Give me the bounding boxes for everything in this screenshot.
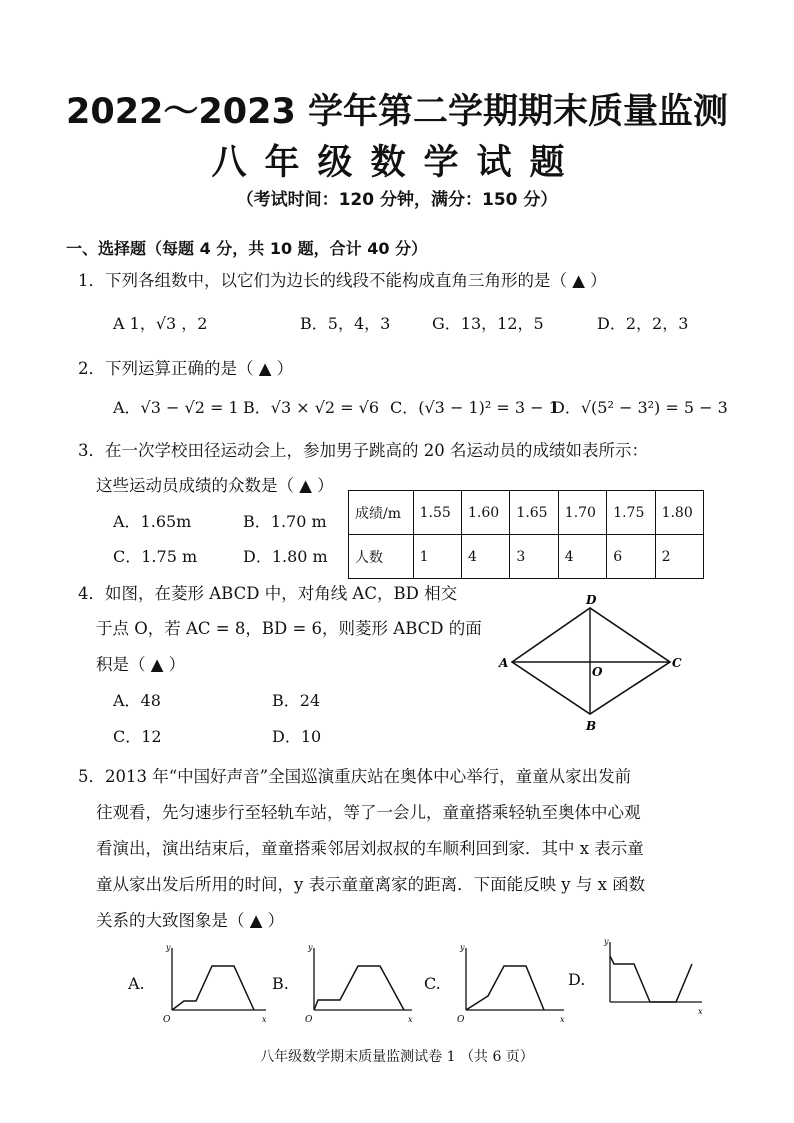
q3-stem-line2: 这些运动员成绩的众数是（ ▲ ）	[96, 476, 334, 495]
q5-graph-c	[452, 938, 570, 1026]
q4-stem-line3: 积是（ ▲ ）	[96, 655, 186, 674]
svg-text:x: x	[262, 1015, 267, 1024]
svg-text:y: y	[604, 937, 609, 946]
q5-graph-label-d: D.	[568, 970, 586, 989]
table-cell: 1.60	[462, 491, 510, 535]
table-row	[349, 491, 704, 535]
vertex-label-b: B	[586, 719, 597, 733]
q5-stem-line2: 往观看，先匀速步行至轻轨车站，等了一会儿，童童搭乘轻轨至奥体中心观	[96, 803, 641, 822]
q3-stem-line1: 3．在一次学校田径运动会上，参加男子跳高的 20 名运动员的成绩如表所示：	[78, 441, 648, 460]
rhombus-figure	[490, 590, 690, 740]
svg-text:y: y	[460, 943, 465, 952]
svg-text:y: y	[166, 943, 171, 952]
svg-text:y: y	[308, 943, 313, 952]
q2-stem: 2．下列运算正确的是（ ▲ ）	[78, 359, 294, 378]
table-row	[349, 535, 704, 579]
q1-stem: 1．下列各组数中，以它们为边长的线段不能构成直角三角形的是（ ▲ ）	[78, 271, 607, 290]
q4-option-d: D．10	[272, 727, 322, 746]
vertex-label-a: A	[499, 656, 509, 670]
svg-text:O: O	[457, 1015, 465, 1025]
vertex-label-d: D	[586, 593, 597, 607]
q1-option-d: D．2，2，3	[597, 314, 689, 333]
q4-stem-line1: 4．如图，在菱形 ABCD 中，对角线 AC，BD 相交	[78, 584, 458, 603]
q5-stem-line5: 关系的大致图象是（ ▲ ）	[96, 911, 285, 930]
graph-a-curve	[172, 966, 254, 1010]
table-cell: 1.65	[510, 491, 558, 535]
q5-stem-line3: 看演出，演出结束后，童童搭乘邻居刘叔叔的车顺利回到家．其中 x 表示童	[96, 839, 644, 858]
table-cell: 2	[655, 535, 703, 579]
q4-option-a: A．48	[113, 691, 161, 710]
exam-subtitle: （考试时间：120 分钟，满分：150 分）	[236, 190, 558, 210]
vertex-label-c: C	[672, 656, 682, 670]
exam-title-line2: 八年级数学试题	[211, 143, 583, 183]
q3-score-table	[348, 490, 704, 579]
q5-graph-label-b: B.	[272, 974, 289, 993]
center-label-o: O	[592, 665, 603, 679]
table-cell: 4	[558, 535, 606, 579]
table-cell: 成绩/m	[349, 491, 414, 535]
svg-text:x: x	[408, 1015, 413, 1024]
q2-option-b: B．√3 × √2 = √6	[243, 398, 380, 417]
q3-option-c: C．1.75 m	[113, 547, 198, 566]
q3-option-d: D．1.80 m	[243, 547, 328, 566]
q3-option-a: A．1.65m	[113, 512, 192, 531]
table-cell: 6	[607, 535, 655, 579]
q5-stem-line1: 5．2013 年“中国好声音”全国巡演重庆站在奥体中心举行，童童从家出发前	[78, 767, 632, 786]
section-heading: 一、选择题（每题 4 分，共 10 题，合计 40 分）	[66, 239, 428, 258]
q4-stem-line2: 于点 O，若 AC = 8，BD = 6，则菱形 ABCD 的面	[96, 619, 482, 638]
q1-option-b: B．5，4，3	[300, 314, 391, 333]
q5-graph-label-c: C.	[424, 974, 441, 993]
table-cell: 1.80	[655, 491, 703, 535]
q5-graph-b	[300, 938, 418, 1026]
q4-option-c: C．12	[113, 727, 162, 746]
table-cell: 1.70	[558, 491, 606, 535]
table-cell: 3	[510, 535, 558, 579]
q1-option-a: A 1，√3 ，2	[113, 314, 208, 333]
table-cell: 1	[413, 535, 461, 579]
q1-option-c: G．13，12，5	[432, 314, 544, 333]
svg-text:O: O	[163, 1015, 171, 1025]
exam-title-line1: 2022～2023 学年第二学期期末质量监测	[65, 92, 728, 132]
svg-text:O: O	[305, 1015, 313, 1025]
graph-d-curve	[610, 956, 692, 1002]
svg-text:x: x	[560, 1015, 565, 1024]
table-cell: 1.75	[607, 491, 655, 535]
q2-option-d: D．√(5² − 3²) = 5 − 3	[552, 398, 728, 417]
table-cell: 1.55	[413, 491, 461, 535]
q5-graph-d	[596, 934, 708, 1022]
q5-graph-a	[158, 938, 270, 1026]
page-footer: 八年级数学期末质量监测试卷 1 （共 6 页）	[260, 1049, 534, 1065]
q2-option-a: A．√3 − √2 = 1	[113, 398, 239, 417]
q2-option-c: C．(√3 − 1)² = 3 − 1	[390, 398, 559, 417]
q5-graph-label-a: A.	[128, 974, 145, 993]
rhombus-outline	[512, 608, 670, 714]
svg-text:x: x	[698, 1007, 703, 1016]
graph-b-curve	[314, 966, 404, 1010]
table-cell: 4	[462, 535, 510, 579]
q5-stem-line4: 童从家出发后所用的时间，y 表示童童离家的距离．下面能反映 y 与 x 函数	[96, 875, 646, 894]
table-cell: 人数	[349, 535, 414, 579]
graph-c-curve	[466, 966, 544, 1010]
q4-option-b: B．24	[272, 691, 321, 710]
q3-option-b: B．1.70 m	[243, 512, 327, 531]
